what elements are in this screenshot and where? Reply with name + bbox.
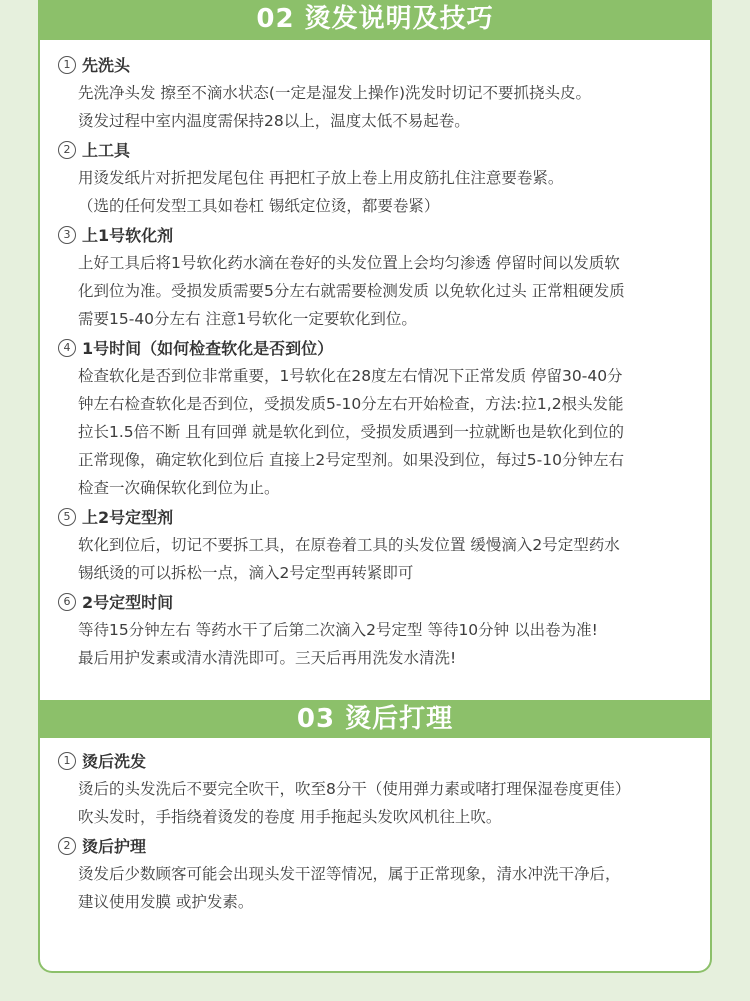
item-text-line: 正常现像，确定软化到位后 直接上2号定型剂。如果没到位，每过5-10分钟左右 [78,451,624,469]
list-item [58,831,698,916]
list-item [58,50,698,135]
item-text-line: 等待15分钟左右 等药水干了后第二次滴入2号定型 等待10分钟 以出卷为准! [78,621,598,639]
circled-number-badge: 6 [58,593,76,611]
item-heading [58,135,698,164]
list-item [58,587,698,672]
item-title: 先洗头 [82,56,131,75]
item-title: 1号时间（如何检查软化是否到位） [82,339,334,358]
item-heading [58,50,698,79]
item-text-line: 钟左右检查软化是否到位，受损发质5-10分左右开始检查，方法:拉1,2根头发能 [78,395,624,413]
item-text-line: 烫发过程中室内温度需保持28以上，温度太低不易起卷。 [78,112,470,130]
item-text-line: 先洗净头发 擦至不滴水状态(一定是湿发上操作)洗发时切记不要抓挠头皮。 [78,84,592,102]
list-item [58,502,698,587]
item-text-line: 检查软化是否到位非常重要，1号软化在28度左右情况下正常发质 停留30-40分 [78,367,623,385]
item-title: 烫后护理 [82,837,147,856]
item-text-line: 软化到位后，切记不要拆工具，在原卷着工具的头发位置 缓慢滴入2号定型药水 [78,536,620,554]
perm-instructions-list [58,50,698,672]
item-title: 2号定型时间 [82,593,174,612]
item-title: 烫后洗发 [82,752,147,771]
circled-number-badge: 5 [58,508,76,526]
item-title: 上工具 [82,141,131,160]
list-item [58,135,698,220]
item-text-line: 最后用护发素或清水清洗即可。三天后再用洗发水清洗! [78,649,457,667]
item-text-line: 建议使用发膜 或护发素。 [78,893,254,911]
item-heading [58,502,698,531]
circled-number-badge: 2 [58,837,76,855]
item-title: 上1号软化剂 [82,226,174,245]
list-item [58,333,698,502]
list-item [58,746,698,831]
item-text-line: 用烫发纸片对折把发尾包住 再把杠子放上卷上用皮筋扎住注意要卷紧。 [78,169,564,187]
item-heading [58,220,698,249]
item-text-line: 烫发后少数顾客可能会出现头发干涩等情况，属于正常现象，清水冲洗干净后， [78,865,621,883]
circled-number-badge: 4 [58,339,76,357]
circled-number-badge: 1 [58,56,76,74]
item-text-line: 烫后的头发洗后不要完全吹干，吹至8分干（使用弹力素或啫打理保湿卷度更佳） [78,780,631,798]
item-heading [58,333,698,362]
circled-number-badge: 1 [58,752,76,770]
circled-number-badge: 2 [58,141,76,159]
list-item [58,220,698,333]
item-text-line: 拉长1.5倍不断 且有回弹 就是软化到位，受损发质遇到一拉就断也是软化到位的 [78,423,625,441]
item-text-line: （选的任何发型工具如卷杠 锡纸定位烫，都要卷紧） [78,197,440,215]
item-text-line: 锡纸烫的可以拆松一点，滴入2号定型再转紧即可 [78,564,414,582]
circled-number-badge: 3 [58,226,76,244]
item-heading [58,746,698,775]
section-title-aftercare: 03 烫后打理 [38,700,712,738]
section-title-perm-instructions: 02 烫发说明及技巧 [38,0,712,40]
aftercare-list [58,746,698,916]
item-text-line: 吹头发时，手指绕着烫发的卷度 用手拖起头发吹风机往上吹。 [78,808,502,826]
item-heading [58,831,698,860]
item-heading [58,587,698,616]
item-text-line: 需要15-40分左右 注意1号软化一定要软化到位。 [78,310,417,328]
item-text-line: 上好工具后将1号软化药水滴在卷好的头发位置上会均匀渗透 停留时间以发质软 [78,254,620,272]
item-text-line: 检查一次确保软化到位为止。 [78,479,280,497]
item-title: 上2号定型剂 [82,508,174,527]
item-text-line: 化到位为准。受损发质需要5分左右就需要检测发质 以免软化过头 正常粗硬发质 [78,282,625,300]
